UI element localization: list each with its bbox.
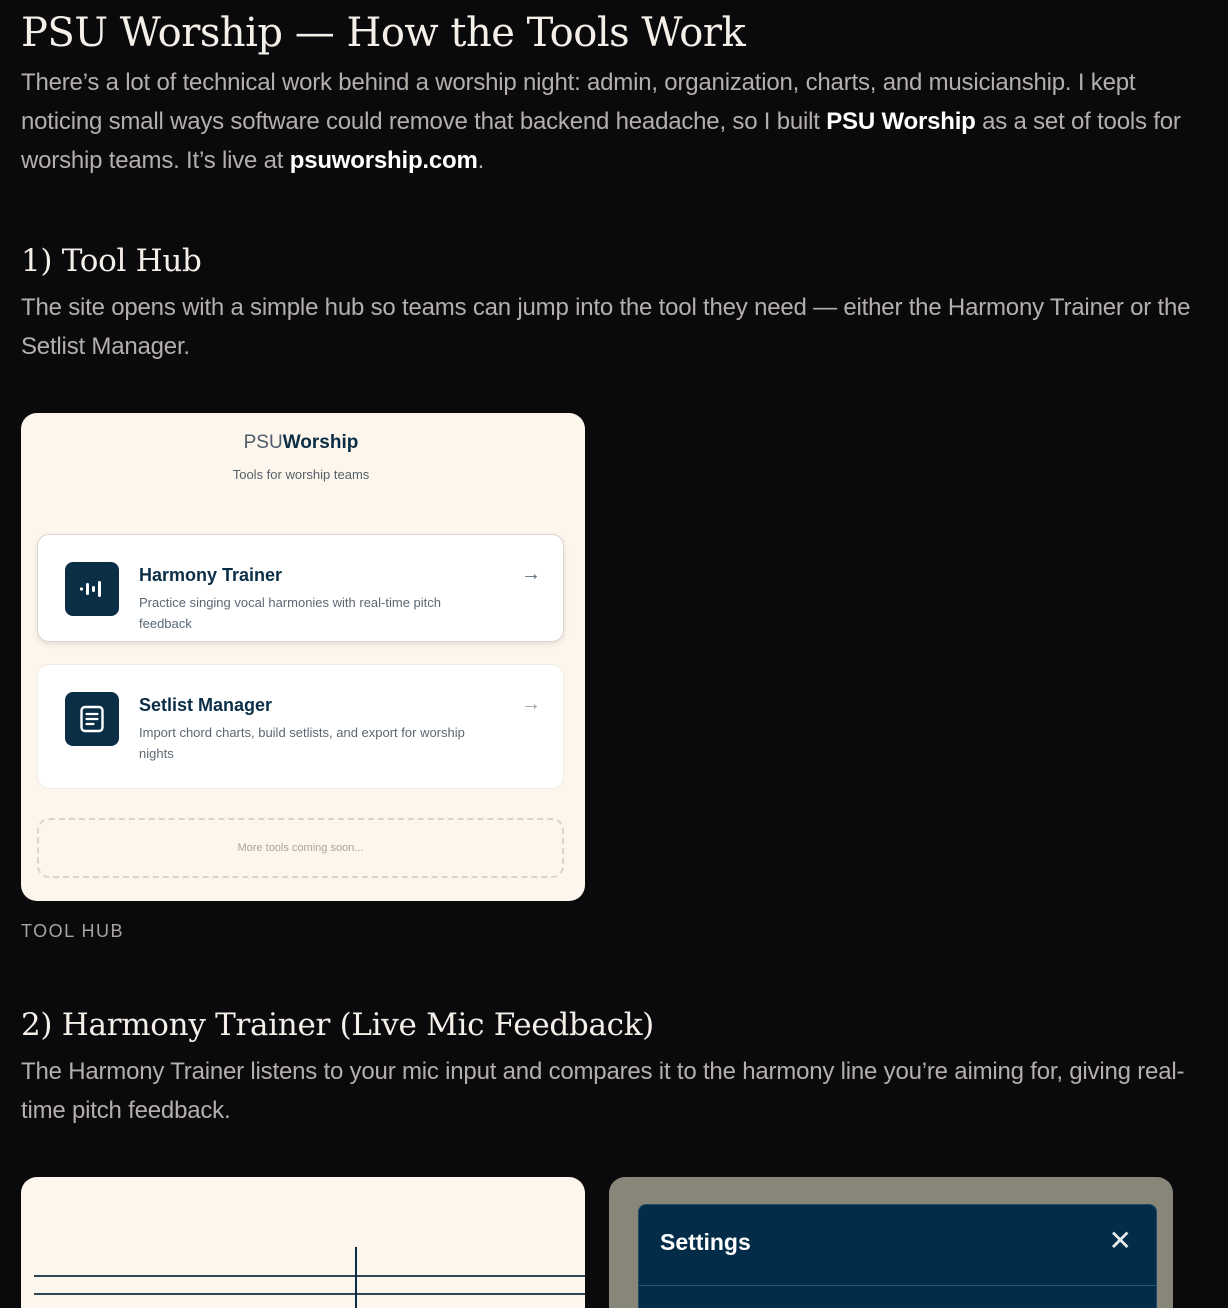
setlist-manager-desc: Import chord charts, build setlists, and export for worship nights [139,725,465,761]
hub-tagline: Tools for worship teams [232,467,370,482]
setlist-manager-card[interactable] [37,664,564,789]
intro-site-link[interactable]: psuworship.com [289,147,478,174]
settings-modal [638,1204,1157,1308]
intro-text-3: . [477,147,485,174]
more-tools-placeholder: More tools coming soon... [37,818,564,878]
section1-body: The site opens with a simple hub so teams can jump into the tool they need — either the Harmony Trainer or the Setlist Manager. [21,294,1191,360]
staff-line [34,1275,585,1277]
intro-text-2: as a set of tools for worship teams. It’s live at [21,108,1181,174]
arrow-right-icon: → [521,563,541,585]
staff-line [34,1293,585,1295]
hub-brand [21,432,581,454]
section2-body: The Harmony Trainer listens to your mic input and compares it to the harmony line you’re aiming for, giving real-time pitch feedback. [21,1058,1185,1124]
harmony-trainer-title: Harmony Trainer [139,565,283,585]
settings-divider [639,1285,1156,1286]
page-title: PSU Worship — How the Tools Work [21,10,746,56]
brand-bold: Worship [282,432,359,453]
audio-bars-icon [65,562,119,616]
close-icon[interactable]: ✕ [1108,1225,1132,1256]
brand-light: PSU [243,432,283,453]
section1-heading: 1) Tool Hub [21,243,202,279]
tool-hub-caption: TOOL HUB [21,921,125,941]
intro-text-1: There’s a lot of technical work behind a worship night: admin, organization, charts, and musicianship. I kept noticing small ways software could remove that backend headache, so I built [21,69,1136,135]
settings-title: Settings [660,1229,751,1255]
setlist-manager-title: Setlist Manager [139,695,273,715]
intro-brand: PSU Worship [826,108,976,135]
settings-screenshot [609,1177,1173,1308]
pitch-cursor [355,1247,357,1308]
arrow-right-icon: → [521,693,541,715]
document-icon [65,692,119,746]
section2-heading: 2) Harmony Trainer (Live Mic Feedback) [21,1007,654,1043]
harmony-trainer-desc: Practice singing vocal harmonies with real-time pitch feedback [139,595,442,631]
intro-paragraph [21,63,1191,180]
harmony-trainer-screenshot [21,1177,585,1308]
harmony-trainer-card[interactable] [37,534,564,642]
